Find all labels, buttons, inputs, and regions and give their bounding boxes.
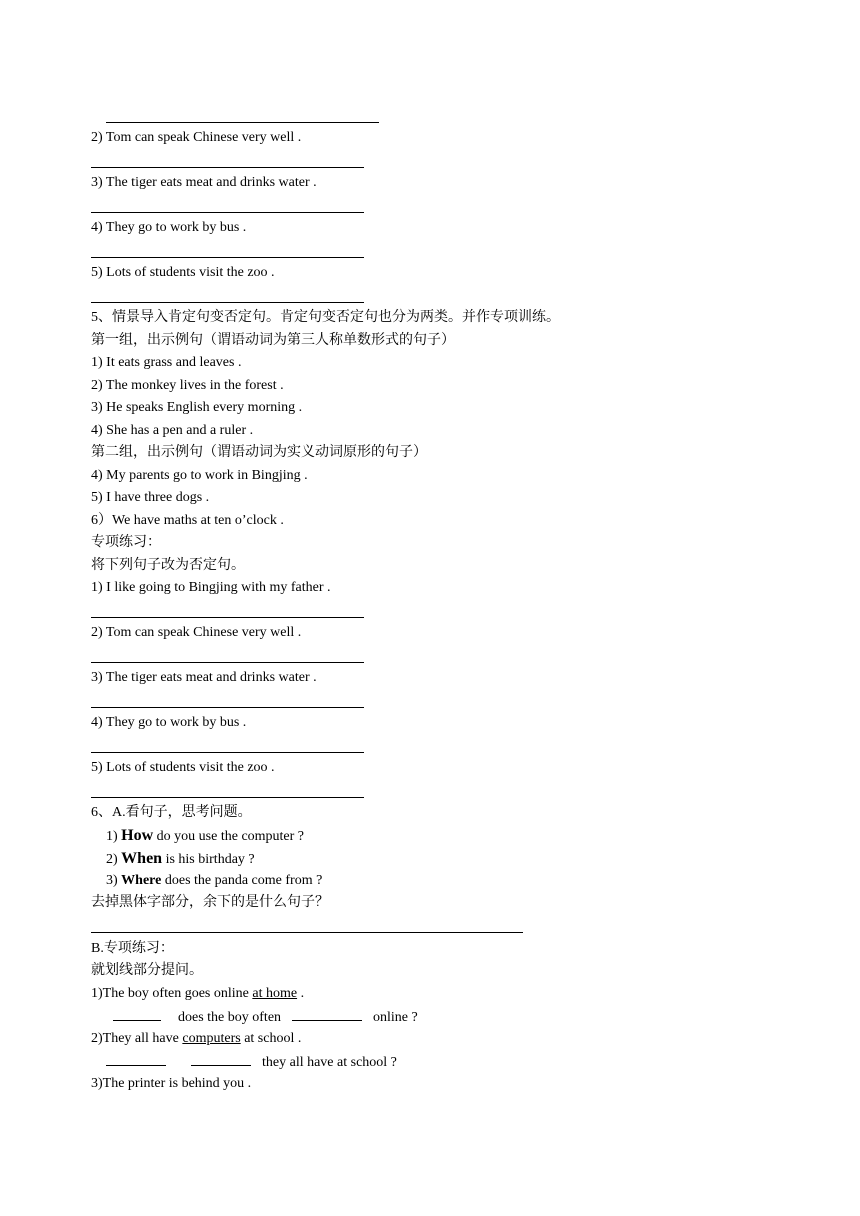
blank [292,1007,362,1021]
question-number: 3) [106,873,122,888]
wh-question [106,872,322,890]
example-sentence: 3) He speaks English every morning . [91,400,303,415]
blank [106,1052,166,1066]
exercise-sentence: 1) I like going to Bingjing with my father . [91,580,331,595]
practice-label: 专项练习： [91,535,161,550]
exercise-sentence: 2) Tom can speak Chinese very well . [91,625,302,640]
wh-question [106,850,255,869]
question-rest: do you use the computer ? [153,829,305,844]
section-heading: B.专项练习： [91,941,174,956]
instruction: 就划线部分提问。 [91,963,203,978]
answer-line [91,797,364,798]
exercise-sentence: 5) Lots of students visit the zoo . [91,760,275,775]
example-sentence: 4) She has a pen and a ruler . [91,423,254,438]
exercise-sentence: 4) They go to work by bus . [91,715,247,730]
example-sentence: 5) I have three dogs . [91,490,210,505]
answer-template [106,1052,397,1072]
underlined-part: at home [252,986,298,1001]
wh-question [106,827,304,846]
question-number: 2) [106,852,122,867]
answer-line [91,752,364,753]
answer-line [91,662,364,663]
sentence-end: at school . [240,1031,302,1046]
section-heading: 5、情景导入肯定句变否定句。肯定句变否定句也分为两类。并作专项训练。 [91,310,560,325]
bold-wh-word: When [121,850,163,867]
example-sentence: 6）We have maths at ten o’clock . [91,513,284,528]
answer-line [91,302,364,303]
question-number: 1) [106,829,122,844]
blank [191,1052,251,1066]
sentence-start: 1)The boy often goes online [91,986,253,1001]
section-heading: 6、A.看句子，思考问题。 [91,805,252,820]
exercise-sentence [91,985,304,1003]
example-sentence: 1) It eats grass and leaves . [91,355,242,370]
instruction: 将下列句子改为否定句。 [91,558,245,573]
answer-line [91,932,523,933]
exercise-sentence [91,1030,301,1048]
example-sentence: 4) My parents go to work in Bingjing . [91,468,308,483]
exercise-sentence: 2) Tom can speak Chinese very well . [91,130,302,145]
bold-wh-word: Where [121,873,162,888]
answer-line [91,167,364,168]
answer-line [91,617,364,618]
exercise-sentence: 3)The printer is behind you . [91,1076,252,1091]
bold-wh-word: How [121,827,154,844]
answer-text: online ? [373,1010,418,1025]
exercise-sentence: 5) Lots of students visit the zoo . [91,265,275,280]
group-title: 第一组，出示例句（谓语动词为第三人称单数形式的句子） [91,333,455,348]
question-prompt: 去掉黑体字部分，余下的是什么句子？ [91,895,329,910]
exercise-sentence: 3) The tiger eats meat and drinks water . [91,175,317,190]
exercise-sentence: 3) The tiger eats meat and drinks water . [91,670,317,685]
question-rest: is his birthday ? [162,852,255,867]
answer-text: does the boy often [178,1010,282,1025]
answer-template [113,1007,418,1027]
exercise-sentence: 4) They go to work by bus . [91,220,247,235]
group-title: 第二组，出示例句（谓语动词为实义动词原形的句子） [91,445,427,460]
answer-line [91,707,364,708]
underlined-part: computers [182,1031,241,1046]
answer-line [106,122,379,123]
question-rest: does the panda come from ? [161,873,323,888]
answer-text: they all have at school ? [262,1055,397,1070]
answer-line [91,212,364,213]
sentence-end: . [297,986,305,1001]
answer-line [91,257,364,258]
blank [113,1007,161,1021]
example-sentence: 2) The monkey lives in the forest . [91,378,284,393]
sentence-start: 2)They all have [91,1031,183,1046]
